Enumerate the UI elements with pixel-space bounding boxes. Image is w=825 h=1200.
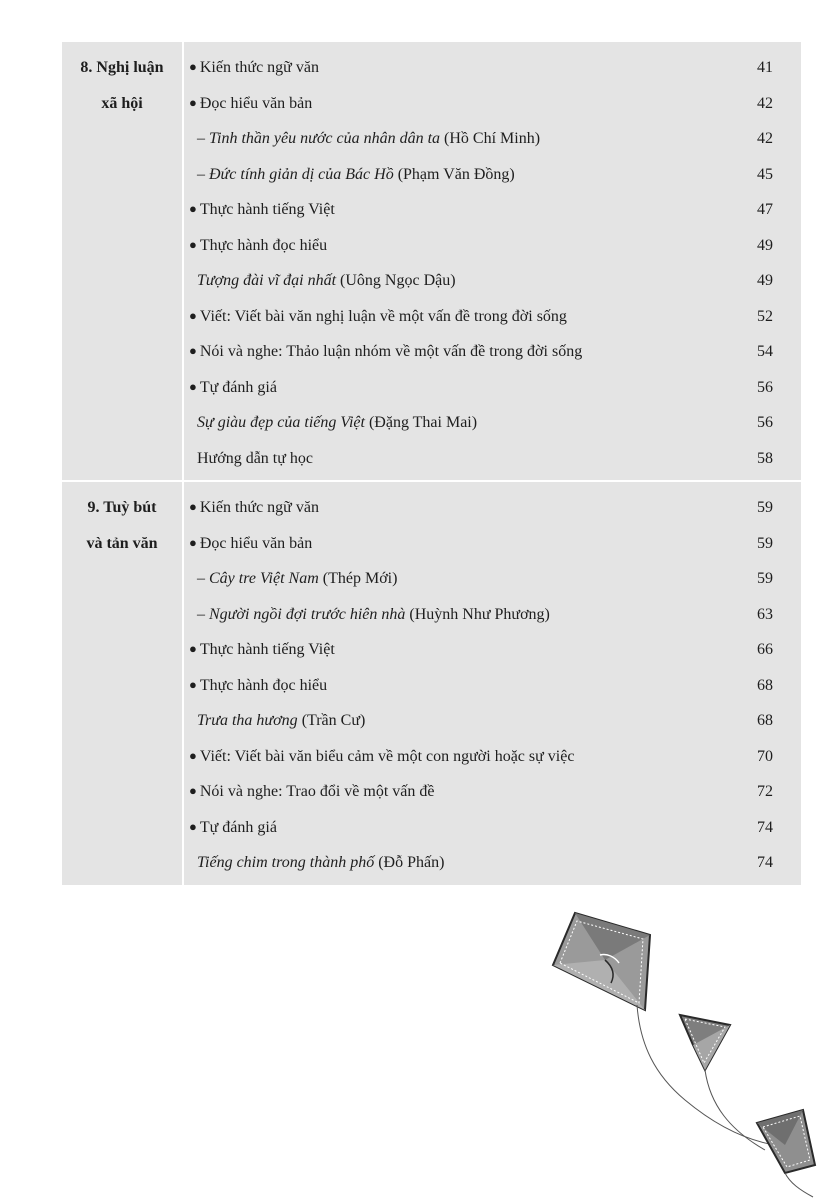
toc-entry[interactable] (184, 490, 801, 526)
toc-entry-title: Thực hành đọc hiểu (199, 236, 328, 254)
toc-entry-title: Tượng đài vĩ đại nhất (197, 272, 337, 289)
toc-entry-text (189, 50, 319, 86)
page-number: 42 (757, 130, 773, 147)
table-of-contents (62, 42, 801, 885)
toc-entry-author: (Trần Cư) (297, 712, 366, 729)
bullet-icon: ● (189, 641, 197, 656)
toc-entry-title: Trưa tha hương (197, 712, 298, 729)
toc-entry[interactable] (184, 370, 801, 406)
unit-9 (62, 480, 801, 885)
page-number: 68 (757, 712, 773, 729)
toc-entry-text (189, 490, 319, 526)
toc-entry-title: Viết: Viết bài văn biểu cảm về một con người hoặc sự việc (199, 747, 575, 765)
toc-entry-text (189, 299, 567, 335)
page-number: 42 (757, 94, 773, 112)
page-number: 59 (757, 570, 773, 587)
toc-entry[interactable] (184, 668, 801, 704)
unit-entries (182, 42, 801, 480)
toc-entry-text (197, 157, 515, 193)
bullet-icon: ● (189, 94, 197, 110)
unit-title[interactable] (62, 482, 182, 885)
dash-marker: – (197, 570, 209, 587)
bullet-icon: ● (189, 201, 197, 216)
toc-entry-title: Đọc hiểu văn bản (199, 94, 313, 112)
bullet-icon: ● (189, 499, 197, 514)
dash-marker: – (197, 165, 209, 183)
bottom-kite-icon (757, 1110, 815, 1197)
toc-entry[interactable] (184, 739, 801, 775)
toc-entry-text (189, 632, 335, 668)
page-number: 74 (757, 854, 773, 871)
toc-entry-title: Tự đánh giá (199, 818, 277, 836)
toc-entry-text (197, 845, 444, 881)
toc-entry-author: (Uông Ngọc Dậu) (336, 272, 456, 289)
toc-entry-title: Sự giàu đẹp của tiếng Việt (197, 414, 365, 431)
toc-entry-title: Nói và nghe: Trao đổi về một vấn đề (199, 783, 435, 800)
page-number: 47 (757, 201, 773, 218)
toc-entry-title: Đức tính giản dị của Bác Hồ (209, 165, 394, 183)
page-number: 59 (757, 499, 773, 516)
toc-entry-title: Đọc hiểu văn bản (199, 534, 313, 552)
toc-entry[interactable] (184, 774, 801, 810)
toc-entry-text (189, 774, 435, 810)
bullet-icon: ● (189, 747, 197, 763)
unit-title-line: 9. Tuỳ bút (87, 499, 157, 516)
toc-entry-text (197, 263, 456, 299)
toc-entry[interactable] (184, 561, 801, 597)
unit-8 (62, 42, 801, 480)
toc-entry[interactable] (184, 157, 801, 193)
toc-entry-title: Nói và nghe: Thảo luận nhóm về một vấn đề trong đời sống (199, 343, 583, 360)
unit-title-line: 8. Nghị luận (80, 59, 164, 76)
unit-title-line: và tản văn (86, 535, 158, 552)
toc-entry-text (189, 668, 327, 704)
toc-entry-title: Kiến thức ngữ văn (199, 499, 319, 516)
toc-entry[interactable] (184, 192, 801, 228)
toc-entry[interactable] (184, 597, 801, 633)
toc-entry-text (197, 597, 550, 633)
toc-entry-author: (Huỳnh Như Phương) (405, 605, 550, 623)
toc-entry-author: (Hồ Chí Minh) (440, 130, 541, 147)
page-number: 54 (757, 343, 773, 360)
page-number: 68 (757, 676, 773, 694)
toc-entry-title: Thực hành tiếng Việt (199, 641, 335, 658)
toc-entry[interactable] (184, 50, 801, 86)
toc-entry-text (189, 370, 277, 406)
unit-title-line: xã hội (101, 95, 143, 112)
bullet-icon: ● (189, 59, 197, 74)
toc-entry[interactable] (184, 810, 801, 846)
bullet-icon: ● (189, 676, 197, 692)
toc-entry-text (197, 441, 313, 477)
page-number: 74 (757, 818, 773, 836)
unit-title[interactable] (62, 42, 182, 480)
page-number: 52 (757, 307, 773, 325)
toc-entry[interactable] (184, 405, 801, 441)
page-number: 58 (757, 449, 773, 467)
page-number: 56 (757, 378, 773, 396)
bullet-icon: ● (189, 818, 197, 834)
toc-entry[interactable] (184, 228, 801, 264)
page-number: 49 (757, 272, 773, 289)
toc-entry-author: (Phạm Văn Đồng) (393, 165, 515, 183)
toc-entry-text (189, 739, 574, 775)
toc-entry-title: Viết: Viết bài văn nghị luận về một vấn đề trong đời sống (199, 307, 567, 325)
toc-entry[interactable] (184, 121, 801, 157)
toc-entry-text (189, 526, 312, 562)
page-number: 45 (757, 165, 773, 183)
toc-entry-title: Tự đánh giá (199, 378, 277, 396)
toc-entry-text (197, 703, 365, 739)
toc-entry-text (189, 334, 582, 370)
toc-entry[interactable] (184, 845, 801, 881)
toc-entry[interactable] (184, 526, 801, 562)
toc-entry-text (189, 228, 327, 264)
toc-entry[interactable] (184, 299, 801, 335)
toc-entry-text (197, 121, 540, 157)
toc-entry-text (189, 192, 335, 228)
toc-entry-author: (Thép Mới) (318, 570, 398, 587)
page-number: 70 (757, 747, 773, 765)
bullet-icon: ● (189, 343, 197, 358)
page-number: 72 (757, 783, 773, 800)
page-number: 63 (757, 605, 773, 623)
toc-entry-title: Tiếng chim trong thành phố (197, 854, 375, 871)
bullet-icon: ● (189, 783, 197, 798)
page-number: 49 (757, 236, 773, 254)
toc-entry-text (197, 405, 477, 441)
toc-entry-title: Thực hành đọc hiểu (199, 676, 328, 694)
bullet-icon: ● (189, 307, 197, 323)
toc-entry[interactable] (184, 263, 801, 299)
toc-entry-title: Cây tre Việt Nam (209, 570, 319, 587)
kites-icon (545, 905, 825, 1200)
page-number: 66 (757, 641, 773, 658)
page-number: 41 (757, 59, 773, 76)
bullet-icon: ● (189, 378, 197, 394)
dash-marker: – (197, 130, 209, 147)
toc-entry[interactable] (184, 441, 801, 477)
large-kite-icon (553, 913, 650, 1010)
toc-entry-text (189, 810, 277, 846)
toc-entry-title: Thực hành tiếng Việt (199, 201, 335, 218)
bullet-icon: ● (189, 534, 197, 550)
toc-entry-author: (Đặng Thai Mai) (364, 414, 478, 431)
dash-marker: – (197, 605, 209, 623)
page-number: 59 (757, 534, 773, 552)
toc-entry-author: (Đỗ Phấn) (374, 854, 445, 871)
page-number: 56 (757, 414, 773, 431)
toc-entry-title: Người ngồi đợi trước hiên nhà (209, 605, 406, 623)
toc-entry[interactable] (184, 632, 801, 668)
unit-entries (182, 482, 801, 885)
toc-entry-title: Tinh thần yêu nước của nhân dân ta (209, 130, 441, 147)
toc-entry-title: Hướng dẫn tự học (197, 449, 314, 467)
toc-entry-text (189, 86, 312, 122)
toc-entry-text (197, 561, 397, 597)
toc-entry-title: Kiến thức ngữ văn (199, 59, 319, 76)
toc-entry[interactable] (184, 703, 801, 739)
bullet-icon: ● (189, 236, 197, 252)
toc-entry[interactable] (184, 334, 801, 370)
toc-entry[interactable] (184, 86, 801, 122)
small-kite-icon (680, 1015, 730, 1070)
